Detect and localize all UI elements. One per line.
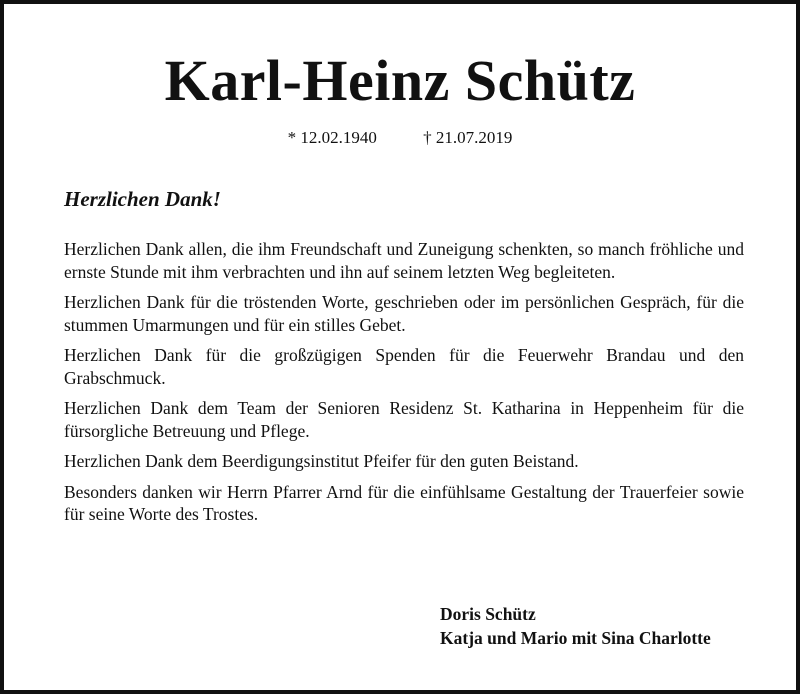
- thanks-body: [64, 238, 744, 534]
- birth-date: * 12.02.1940: [287, 128, 377, 147]
- thanks-paragraph: Besonders danken wir Herrn Pfarrer Arnd für die einfühlsame Gestaltung der Trauerfeier sowie für seine Worte des Trostes.: [64, 481, 744, 524]
- signature-line: Doris Schütz: [440, 604, 536, 624]
- thanks-paragraph: Herzlichen Dank allen, die ihm Freundschaft und Zuneigung schenkten, so manch fröhliche und ernste Stunde mit ihm verbrachten und ihn auf seinem letzten Weg begleiteten.: [64, 239, 744, 282]
- signature-block: [440, 602, 711, 650]
- thanks-paragraph: Herzlichen Dank für die großzügigen Spenden für die Feuerwehr Brandau und den Grabschmuck.: [64, 345, 744, 388]
- thanks-paragraph: Herzlichen Dank dem Team der Senioren Residenz St. Katharina in Heppenheim für die fürsorgliche Betreuung und Pflege.: [64, 398, 744, 441]
- deceased-name: Karl-Heinz Schütz: [164, 48, 636, 113]
- thanks-paragraph: Herzlichen Dank für die tröstenden Worte, geschrieben oder im persönlichen Gespräch, für die stummen Umarmungen und für ein stilles Gebet.: [64, 292, 744, 335]
- life-dates: [4, 128, 796, 148]
- thanks-heading: Herzlichen Dank!: [64, 187, 221, 211]
- signature-line: Katja und Mario mit Sina Charlotte: [440, 628, 711, 648]
- thanks-paragraph: Herzlichen Dank dem Beerdigungsinstitut Pfeifer für den guten Beistand.: [64, 451, 579, 471]
- death-date: † 21.07.2019: [423, 128, 513, 147]
